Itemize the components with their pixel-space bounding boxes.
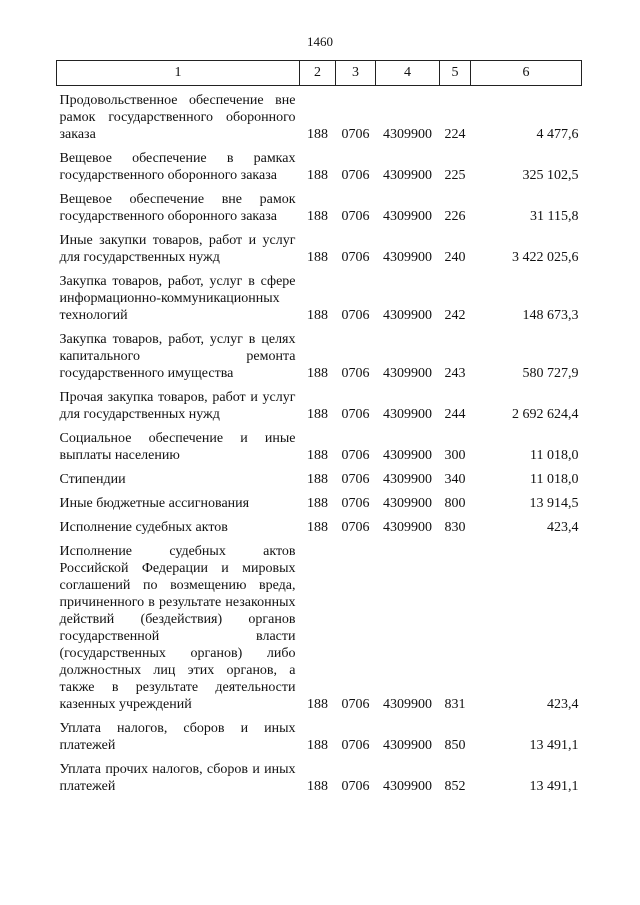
row-amount: 325 102,5 [522,168,579,183]
table-row [57,489,582,513]
row-amount: 580 727,9 [522,366,579,381]
row-name: Исполнение судебных актов Российской Федерации и мировых соглашений по возмещению вреда, причиненного в результате незаконных действий (бездействия) органов государственной власти (государственных органов) либо должностных лиц этих органов, а также в результате деятельности казенных учреждений [59,544,296,712]
row-col-3: 0706 [341,472,370,487]
row-amount: 4 477,6 [536,127,579,142]
row-col-5: 224 [444,127,466,142]
table-row [57,185,582,226]
row-name: Прочая закупка товаров, работ и услуг для государственных нужд [59,390,296,422]
row-amount: 2 692 624,4 [512,407,579,422]
header-col-2: 2 [300,61,336,86]
row-col-5: 242 [444,308,466,323]
row-col-2: 188 [307,127,328,142]
row-name: Продовольственное обеспечение вне рамок государственного оборонного заказа [59,93,296,142]
row-col-2: 188 [307,448,328,463]
row-col-3: 0706 [341,209,370,224]
row-col-5: 226 [444,209,466,224]
row-col-2: 188 [307,496,328,511]
row-col-4: 4309900 [383,127,432,142]
row-col-4: 4309900 [383,697,432,712]
row-name: Иные закупки товаров, работ и услуг для государственных нужд [59,233,296,265]
row-col-2: 188 [307,209,328,224]
row-col-5: 800 [444,496,466,511]
row-amount: 13 491,1 [529,738,579,753]
row-col-4: 4309900 [383,209,432,224]
header-col-3: 3 [336,61,376,86]
page-number: 1460 [307,34,333,49]
row-col-4: 4309900 [383,779,432,794]
table-row [57,267,582,325]
row-col-5: 300 [444,448,466,463]
row-amount: 11 018,0 [530,448,579,463]
row-col-2: 188 [307,407,328,422]
row-amount: 13 491,1 [529,779,579,794]
row-col-4: 4309900 [383,366,432,381]
row-col-3: 0706 [341,127,370,142]
header-col-6: 6 [471,61,582,86]
row-col-2: 188 [307,250,328,265]
row-col-5: 852 [444,779,466,794]
row-col-5: 340 [444,472,466,487]
row-col-5: 240 [444,250,466,265]
row-col-5: 850 [444,738,466,753]
row-col-3: 0706 [341,520,370,535]
row-amount: 148 673,3 [522,308,579,323]
budget-table [56,60,582,796]
table-header-row [57,61,582,86]
row-amount: 31 115,8 [530,209,579,224]
table-row [57,537,582,714]
row-col-5: 830 [444,520,466,535]
row-col-3: 0706 [341,308,370,323]
row-name: Вещевое обеспечение вне рамок государственного оборонного заказа [59,192,296,224]
header-col-5: 5 [440,61,471,86]
row-col-2: 188 [307,697,328,712]
row-col-5: 225 [444,168,466,183]
row-col-2: 188 [307,738,328,753]
row-col-3: 0706 [341,697,370,712]
row-col-5: 831 [444,697,466,712]
row-name: Иные бюджетные ассигнования [59,496,250,511]
table-row [57,465,582,489]
row-col-4: 4309900 [383,250,432,265]
table-row [57,755,582,796]
row-col-2: 188 [307,366,328,381]
table-row [57,383,582,424]
table-row [57,714,582,755]
row-col-2: 188 [307,308,328,323]
row-name: Уплата прочих налогов, сборов и иных платежей [59,762,296,794]
row-col-4: 4309900 [383,168,432,183]
row-name: Закупка товаров, работ, услуг в целях капитального ремонта государственного имущества [59,332,296,381]
row-col-4: 4309900 [383,472,432,487]
row-name: Закупка товаров, работ, услуг в сфере информационно-коммуникационных технологий [59,274,296,323]
row-col-3: 0706 [341,738,370,753]
row-col-3: 0706 [341,448,370,463]
row-col-4: 4309900 [383,520,432,535]
row-col-2: 188 [307,472,328,487]
row-col-3: 0706 [341,168,370,183]
table-row [57,86,582,145]
row-amount: 423,4 [547,697,579,712]
row-col-3: 0706 [341,496,370,511]
row-col-3: 0706 [341,250,370,265]
table-row [57,144,582,185]
table-row [57,325,582,383]
row-name: Уплата налогов, сборов и иных платежей [59,721,296,753]
row-col-4: 4309900 [383,308,432,323]
row-name: Исполнение судебных актов [59,520,228,535]
row-amount: 13 914,5 [529,496,579,511]
row-col-5: 244 [444,407,466,422]
row-name: Вещевое обеспечение в рамках государственного оборонного заказа [59,151,296,183]
row-col-5: 243 [444,366,466,381]
row-col-2: 188 [307,168,328,183]
row-col-2: 188 [307,520,328,535]
row-amount: 11 018,0 [530,472,579,487]
row-col-3: 0706 [341,366,370,381]
row-name: Стипендии [59,472,126,487]
header-col-4: 4 [376,61,440,86]
table-row [57,513,582,537]
row-col-4: 4309900 [383,407,432,422]
table-row [57,424,582,465]
row-col-3: 0706 [341,779,370,794]
table-row [57,226,582,267]
row-col-3: 0706 [341,407,370,422]
row-amount: 423,4 [547,520,579,535]
row-col-4: 4309900 [383,496,432,511]
row-col-2: 188 [307,779,328,794]
row-name: Социальное обеспечение и иные выплаты населению [59,431,296,463]
header-col-1: 1 [57,61,300,86]
row-amount: 3 422 025,6 [512,250,579,265]
row-col-4: 4309900 [383,448,432,463]
row-col-4: 4309900 [383,738,432,753]
